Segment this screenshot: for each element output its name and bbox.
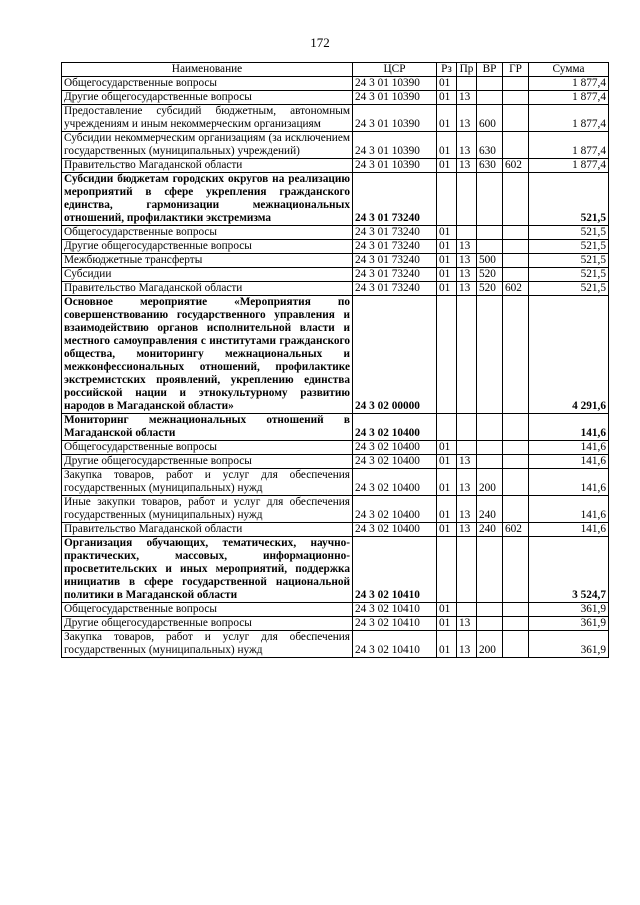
row-gr — [503, 173, 529, 226]
table-row — [62, 441, 609, 455]
row-rz: 01 — [437, 496, 457, 523]
row-gr — [503, 91, 529, 105]
row-csr: 24 3 01 10390 — [353, 91, 437, 105]
row-name: Субсидии некоммерческим организациям (за исключением государственных (муниципальных) учреждений) — [62, 132, 353, 159]
row-name: Закупка товаров, работ и услуг для обеспечения государственных (муниципальных) нужд — [62, 469, 353, 496]
row-sum: 141,6 — [529, 523, 609, 537]
row-name: Общегосударственные вопросы — [62, 603, 353, 617]
row-csr: 24 3 01 73240 — [353, 173, 437, 226]
row-csr: 24 3 01 10390 — [353, 105, 437, 132]
row-sum: 361,9 — [529, 603, 609, 617]
row-gr — [503, 469, 529, 496]
row-rz — [437, 173, 457, 226]
row-csr: 24 3 02 10410 — [353, 617, 437, 631]
row-name: Другие общегосударственные вопросы — [62, 455, 353, 469]
row-pr: 13 — [457, 159, 477, 173]
row-csr: 24 3 01 10390 — [353, 159, 437, 173]
row-name: Закупка товаров, работ и услуг для обеспечения государственных (муниципальных) нужд — [62, 631, 353, 658]
row-pr: 13 — [457, 469, 477, 496]
row-vr — [477, 537, 503, 603]
row-csr: 24 3 02 10410 — [353, 603, 437, 617]
row-gr — [503, 617, 529, 631]
row-csr: 24 3 01 73240 — [353, 254, 437, 268]
row-rz — [437, 537, 457, 603]
row-name: Предоставление субсидий бюджетным, автономным учреждениям и иным некоммерческим организациям — [62, 105, 353, 132]
row-rz: 01 — [437, 617, 457, 631]
table-row — [62, 537, 609, 603]
row-sum: 521,5 — [529, 226, 609, 240]
row-sum: 141,6 — [529, 469, 609, 496]
row-sum: 1 877,4 — [529, 159, 609, 173]
row-gr — [503, 296, 529, 414]
row-vr — [477, 173, 503, 226]
row-name: Другие общегосударственные вопросы — [62, 91, 353, 105]
row-gr — [503, 537, 529, 603]
row-name: Общегосударственные вопросы — [62, 441, 353, 455]
row-pr — [457, 226, 477, 240]
header-gr: ГР — [503, 63, 529, 77]
row-gr — [503, 603, 529, 617]
row-rz: 01 — [437, 226, 457, 240]
row-pr: 13 — [457, 496, 477, 523]
row-csr: 24 3 02 10400 — [353, 523, 437, 537]
row-csr: 24 3 02 10410 — [353, 537, 437, 603]
table-row — [62, 240, 609, 254]
row-gr: 602 — [503, 159, 529, 173]
row-vr — [477, 455, 503, 469]
row-name: Основное мероприятие «Мероприятия по совершенствованию государственного управления и взаимодействию органов исполнительной власти и местного самоуправления с институтами гражданского общества, мониторингу межнациональных и межконфессиональных отношений, профилактике экстремистских проявлений, укреплению единства российской нации и этнокультурному развитию народов в Магаданской области» — [62, 296, 353, 414]
row-gr — [503, 496, 529, 523]
row-vr: 200 — [477, 469, 503, 496]
row-name: Организация обучающих, тематических, научно-практических, массовых, информационно-просветительских и иных мероприятий, поддержка инициатив в сфере государственной национальной политики в Магаданской области — [62, 537, 353, 603]
row-gr — [503, 268, 529, 282]
row-rz: 01 — [437, 631, 457, 658]
row-rz: 01 — [437, 159, 457, 173]
row-vr: 500 — [477, 254, 503, 268]
row-sum: 141,6 — [529, 496, 609, 523]
row-sum: 1 877,4 — [529, 77, 609, 91]
table-row — [62, 296, 609, 414]
row-pr — [457, 603, 477, 617]
row-rz: 01 — [437, 91, 457, 105]
row-vr: 240 — [477, 496, 503, 523]
table-row — [62, 496, 609, 523]
table-row — [62, 603, 609, 617]
row-vr — [477, 77, 503, 91]
row-rz: 01 — [437, 441, 457, 455]
row-sum: 1 877,4 — [529, 91, 609, 105]
row-rz — [437, 414, 457, 441]
row-gr — [503, 455, 529, 469]
row-rz: 01 — [437, 254, 457, 268]
row-rz: 01 — [437, 523, 457, 537]
row-csr: 24 3 01 73240 — [353, 240, 437, 254]
table-row — [62, 282, 609, 296]
row-csr: 24 3 01 73240 — [353, 226, 437, 240]
row-rz: 01 — [437, 132, 457, 159]
row-rz: 01 — [437, 105, 457, 132]
row-name: Общегосударственные вопросы — [62, 77, 353, 91]
row-sum: 521,5 — [529, 173, 609, 226]
row-vr: 520 — [477, 268, 503, 282]
row-sum: 4 291,6 — [529, 296, 609, 414]
table-row — [62, 455, 609, 469]
row-gr: 602 — [503, 523, 529, 537]
row-sum: 1 877,4 — [529, 132, 609, 159]
row-pr — [457, 173, 477, 226]
row-gr — [503, 254, 529, 268]
row-csr: 24 3 02 00000 — [353, 296, 437, 414]
row-name: Другие общегосударственные вопросы — [62, 617, 353, 631]
row-vr — [477, 441, 503, 455]
table-row — [62, 617, 609, 631]
row-rz: 01 — [437, 455, 457, 469]
row-csr: 24 3 01 10390 — [353, 77, 437, 91]
row-csr: 24 3 01 73240 — [353, 268, 437, 282]
row-pr: 13 — [457, 455, 477, 469]
row-csr: 24 3 02 10400 — [353, 414, 437, 441]
row-vr — [477, 226, 503, 240]
row-sum: 521,5 — [529, 240, 609, 254]
row-sum: 361,9 — [529, 617, 609, 631]
header-pr: Пр — [457, 63, 477, 77]
row-gr: 602 — [503, 282, 529, 296]
budget-table — [61, 62, 609, 658]
row-rz: 01 — [437, 603, 457, 617]
row-vr: 600 — [477, 105, 503, 132]
row-gr — [503, 441, 529, 455]
row-gr — [503, 226, 529, 240]
row-pr — [457, 296, 477, 414]
table-row — [62, 414, 609, 441]
row-name: Иные закупки товаров, работ и услуг для обеспечения государственных (муниципальных) нужд — [62, 496, 353, 523]
table-row — [62, 173, 609, 226]
table-row — [62, 77, 609, 91]
row-pr — [457, 537, 477, 603]
row-rz: 01 — [437, 469, 457, 496]
row-gr — [503, 414, 529, 441]
row-vr — [477, 414, 503, 441]
table-header-row — [62, 63, 609, 77]
table-row — [62, 226, 609, 240]
table-row — [62, 132, 609, 159]
row-vr: 200 — [477, 631, 503, 658]
row-name: Правительство Магаданской области — [62, 159, 353, 173]
row-rz: 01 — [437, 240, 457, 254]
row-sum: 521,5 — [529, 254, 609, 268]
row-name: Общегосударственные вопросы — [62, 226, 353, 240]
table-row — [62, 469, 609, 496]
row-csr: 24 3 02 10400 — [353, 469, 437, 496]
row-pr: 13 — [457, 91, 477, 105]
row-name: Субсидии — [62, 268, 353, 282]
row-name: Субсидии бюджетам городских округов на реализацию мероприятий в сфере укрепления гражданского единства, гармонизации межнациональных отношений, профилактики экстремизма — [62, 173, 353, 226]
row-gr — [503, 240, 529, 254]
row-csr: 24 3 01 10390 — [353, 132, 437, 159]
row-gr — [503, 631, 529, 658]
row-pr: 13 — [457, 240, 477, 254]
header-name: Наименование — [62, 63, 353, 77]
row-name: Правительство Магаданской области — [62, 282, 353, 296]
row-pr: 13 — [457, 132, 477, 159]
row-name: Мониторинг межнациональных отношений в Магаданской области — [62, 414, 353, 441]
table-row — [62, 159, 609, 173]
row-csr: 24 3 02 10400 — [353, 441, 437, 455]
row-sum: 361,9 — [529, 631, 609, 658]
header-sum: Сумма — [529, 63, 609, 77]
row-pr — [457, 441, 477, 455]
row-vr — [477, 603, 503, 617]
row-vr — [477, 617, 503, 631]
row-vr: 630 — [477, 132, 503, 159]
row-vr: 630 — [477, 159, 503, 173]
row-name: Межбюджетные трансферты — [62, 254, 353, 268]
page-number: 172 — [310, 35, 330, 50]
row-csr: 24 3 02 10400 — [353, 496, 437, 523]
row-vr — [477, 91, 503, 105]
row-sum: 521,5 — [529, 282, 609, 296]
row-pr: 13 — [457, 282, 477, 296]
row-gr — [503, 77, 529, 91]
table-body — [62, 77, 609, 658]
header-csr: ЦСР — [353, 63, 437, 77]
row-gr — [503, 132, 529, 159]
row-sum: 1 877,4 — [529, 105, 609, 132]
row-csr: 24 3 01 73240 — [353, 282, 437, 296]
row-pr: 13 — [457, 631, 477, 658]
table-row — [62, 631, 609, 658]
row-sum: 141,6 — [529, 441, 609, 455]
row-sum: 3 524,7 — [529, 537, 609, 603]
row-pr: 13 — [457, 105, 477, 132]
row-gr — [503, 105, 529, 132]
row-rz — [437, 296, 457, 414]
table-row — [62, 523, 609, 537]
table-row — [62, 254, 609, 268]
row-rz: 01 — [437, 77, 457, 91]
row-vr — [477, 240, 503, 254]
header-vr: ВР — [477, 63, 503, 77]
row-pr: 13 — [457, 268, 477, 282]
row-pr — [457, 414, 477, 441]
table-row — [62, 268, 609, 282]
row-sum: 521,5 — [529, 268, 609, 282]
header-rz: Рз — [437, 63, 457, 77]
row-sum: 141,6 — [529, 455, 609, 469]
row-vr: 240 — [477, 523, 503, 537]
row-name: Правительство Магаданской области — [62, 523, 353, 537]
row-pr: 13 — [457, 254, 477, 268]
row-rz: 01 — [437, 268, 457, 282]
row-pr: 13 — [457, 617, 477, 631]
row-vr: 520 — [477, 282, 503, 296]
table-row — [62, 105, 609, 132]
row-rz: 01 — [437, 282, 457, 296]
row-name: Другие общегосударственные вопросы — [62, 240, 353, 254]
row-csr: 24 3 02 10400 — [353, 455, 437, 469]
row-csr: 24 3 02 10410 — [353, 631, 437, 658]
row-sum: 141,6 — [529, 414, 609, 441]
table-row — [62, 91, 609, 105]
row-pr — [457, 77, 477, 91]
row-vr — [477, 296, 503, 414]
row-pr: 13 — [457, 523, 477, 537]
